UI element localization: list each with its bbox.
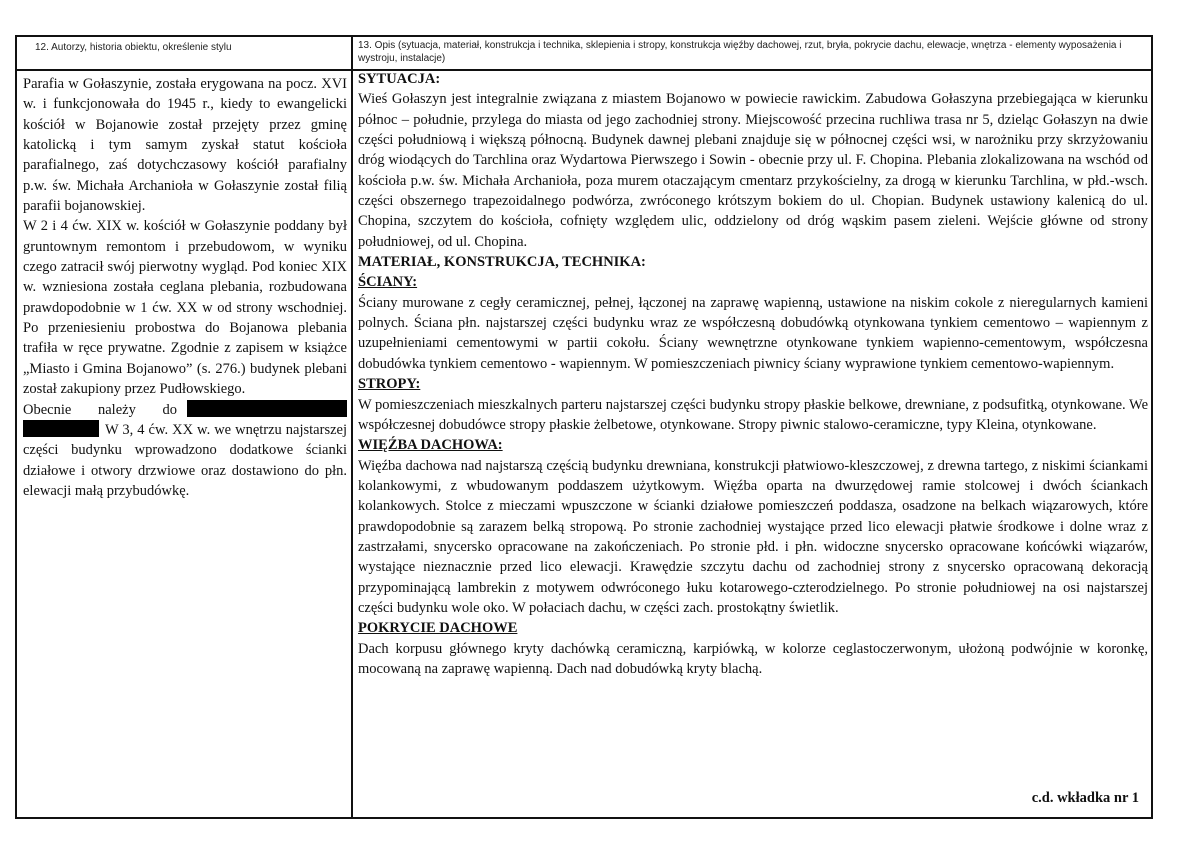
heading-wiezba: WIĘŹBA DACHOWA:	[358, 437, 503, 454]
continued-note: c.d. wkładka nr 1	[1031, 790, 1139, 806]
text-stropy: W pomieszczeniach mieszkalnych parteru najstarszej części budynku stropy płaskie belkowe, drewniane, z podsufitką, otynkowane. We współczesnej dobudówce stropy płaskie żelbetowe, otynkowane. Stropy piwnic stalowo-ceramiczne, typy Kleina, otynkowane.	[358, 396, 1148, 433]
header-col13: 13. Opis (sytuacja, materiał, konstrukcja i technika, sklepienia i stropy, konstrukcja więźby dachowej, rzut, bryła, pokrycie dachu, elewacje, wnętrza - elementy wyposażenia i wystroju, instalacje)	[358, 40, 1122, 64]
text-wiezba: Więźba dachowa nad najstarszą częścią budynku drewniana, konstrukcji płatwiowo-kleszczowej, z drewna tartego, z niskimi ściankami kolankowymi, z wbudowanym poddaszem użytkowym. Więźba oparta na dwurzędowej ramie stolcowej i dwóch ściankach kolankowych. Stolce z mieczami wpuszczone w ścianki działowe pomieszczeń poddasza, osadzone na belkach wiązarowych, które prawdopodobnie są zarazem belką stropową. Po stronie zachodniej wystające przed lico elewacji płatwie środkowe i dolne wraz z zastrzałami, snycersko opracowane na zakończeniach. Po stronie płd. i płn. widoczne snycersko opracowane końcówki wiązarów, wystające nieznacznie przed lico elewacji. Krawędzie szczytu dachu od zachodniej strony z snycersko opracowaną dekoracją przypominającą lambrekin z motywem odwróconego łuku kotarowego-czterodzielnego. Po stronie południowej na osi najstarszej części budynku wole oko. W połaciach dachu, w części zach. prostokątny świetlik.	[358, 457, 1148, 616]
history-paragraph-1: Parafia w Gołaszynie, została erygowana na pocz. XVI w. i funkcjonowała do 1945 r., kiedy to ewangelicki kościół w Bojanowie został przejęty przez gminę katolicką i tym samym zyskał statut kościoła parafialnego, zaś dotychczasowy kościół parafialny p.w. św. Michała Archanioła w Gołaszynie został filią parafii bojanowskiej.	[23, 76, 347, 215]
form-table	[15, 35, 1153, 819]
owner-label: Obecnie należy do	[23, 401, 177, 418]
text-pokrycie: Dach korpusu głównego kryty dachówką ceramiczną, karpiówką, w kolorze ceglastoczerwonym, ułożoną podwójnie w koronkę, mocowaną na zaprawę wapienną. Dach nad dobudówką kryty blachą.	[358, 640, 1148, 677]
heading-pokrycie: POKRYCIE DACHOWE	[358, 620, 518, 637]
heading-stropy: STROPY:	[358, 376, 421, 393]
history-paragraph-3	[23, 400, 347, 502]
heading-sciany: ŚCIANY:	[358, 274, 418, 291]
column-divider	[351, 37, 353, 817]
redaction-bar	[23, 420, 99, 437]
history-column	[23, 74, 347, 501]
redaction-bar	[187, 400, 347, 417]
heading-sytuacja: SYTUACJA:	[358, 71, 441, 87]
header-col12: 12. Autorzy, historia obiektu, określenie stylu	[35, 42, 232, 53]
text-sytuacja: Wieś Gołaszyn jest integralnie związana z miastem Bojanowo w powiecie rawickim. Zabudowa Gołaszyna przebiegająca w kierunku północ – południe, przylega do miasta od jego zachodniej strony. Miejscowość przecina ruchliwa trasa nr 5, dzieląc Gołaszyn na dwie części południową i większą północną. Budynek dawnej plebani znajduje się w północnej części wsi, w narożniku przy skrzyżowaniu dróg wiodących do Tarchlina oraz Wydartowa Pierwszego i Sowin - obecnie przy ul. F. Chopina. Plebania zlokalizowana na wschód od kościoła p.w. św. Michała Archanioła, poza murem otaczającym cmentarz przykościelny, za drogą w kierunku Tarchlina, w płd.-wsch. części obszernego trapezoidalnego podwórza, zwróconego krótszym bokiem do ul. Chopian. Budynek ustawiony kalenicą do ul. Chopina, szczytem do kościoła, cofnięty względem ulic, oddzielony od dróg wąskim pasem zieleni. Wejście główne od strony południowej, od ul. Chopina.	[358, 91, 1148, 250]
history-paragraph-3-text: W 3, 4 ćw. XX w. we wnętrzu najstarszej części budynku wprowadzono dodatkowe ścianki działowe i otwory drzwiowe oraz dostawiono do płn. elewacji małą przybudówkę.	[23, 421, 347, 499]
text-sciany: Ściany murowane z cegły ceramicznej, pełnej, łączonej na zaprawę wapienną, ustawione na niskim cokole z nieregularnych kamieni polnych. Ściana płn. najstarszej części budynku wraz ze współczesną dobudówką otynkowana tynkiem cementowo – wapiennym z uzupełnieniami cementowymi w partii cokołu. Ściany wewnętrzne otynkowane tynkiem wapienno-cementowym, współczesna dobudówka tynkiem cementowo - wapiennym. W pomieszczeniach piwnicy ściany wyprawione tynkiem cementowo-wapiennym.	[358, 294, 1148, 372]
history-paragraph-2: W 2 i 4 ćw. XIX w. kościół w Gołaszynie poddany był gruntownym remontom i przebudowom, w wyniku czego zatracił swój pierwotny wygląd. Pod koniec XIX w. wzniesiona została ceglana plebania, rozbudowana prawdopodobnie w 1 ćw. XX w od strony wschodniej. Po przeniesieniu probostwa do Bojanowa plebania trafiła w ręce prywatne. Zgodnie z zapisem w książce „Miasto i Gmina Bojanowo” (s. 276.) budynek plebani został zakupiony przez Pudłowskiego.	[23, 218, 347, 398]
heading-material: MATERIAŁ, KONSTRUKCJA, TECHNIKA:	[358, 254, 646, 271]
description-column	[358, 69, 1148, 679]
